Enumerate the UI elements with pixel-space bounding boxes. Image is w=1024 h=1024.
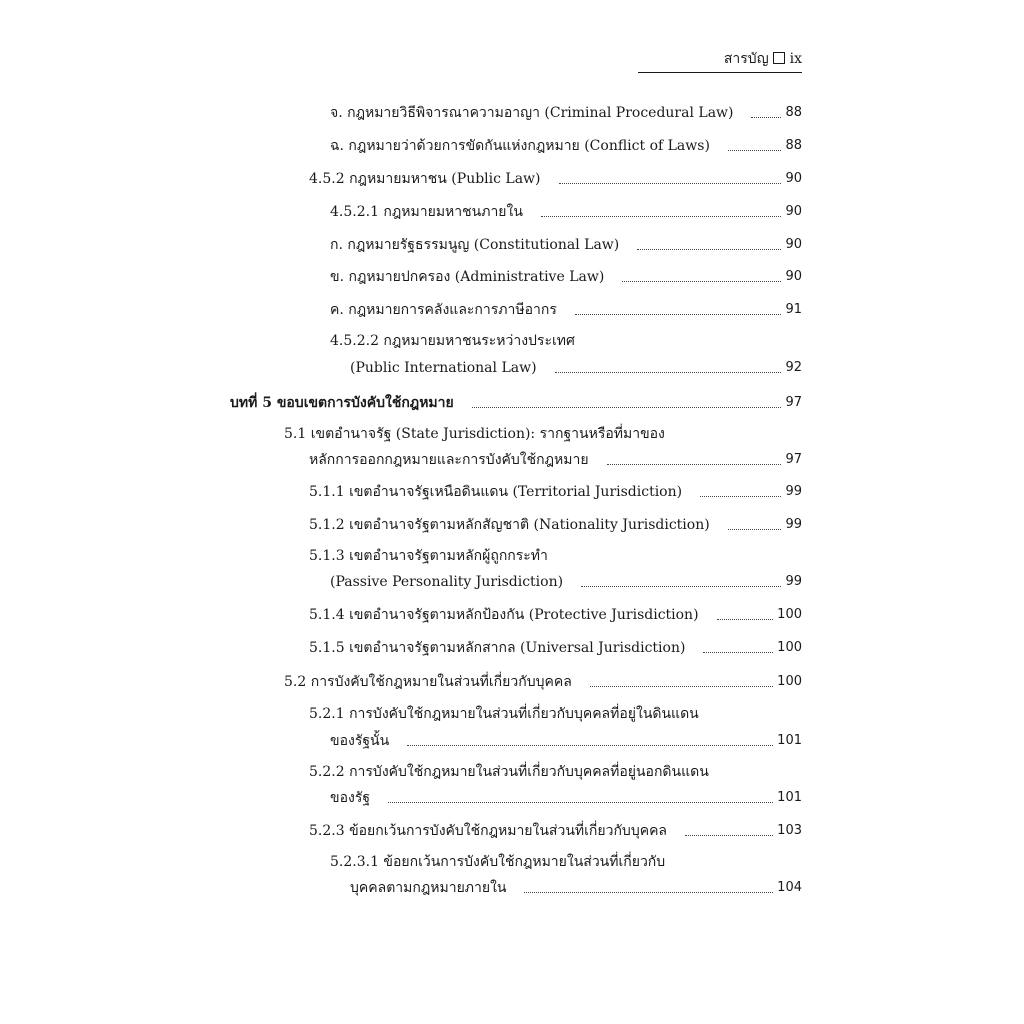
toc-entry-text: 5.2.3.1 ข้อยกเว้นการบังคับใช้กฎหมายในส่วนที่เกี่ยวกับ: [330, 854, 666, 870]
toc-page-number: 92: [785, 360, 802, 375]
toc-page-number: 101: [777, 733, 802, 748]
toc-entry-text: 5.2 การบังคับใช้กฎหมายในส่วนที่เกี่ยวกับบุคคล: [284, 674, 572, 690]
toc-page-number: 91: [785, 302, 802, 317]
toc-page-number: 88: [785, 138, 802, 153]
toc-entry-continuation: หลักการออกกฎหมายและการบังคับใช้กฎหมาย: [309, 452, 589, 468]
toc-entry-text: 5.2.1 การบังคับใช้กฎหมายในส่วนที่เกี่ยวกับบุคคลที่อยู่ในดินแดน: [309, 706, 699, 722]
toc-page-number: 90: [785, 204, 802, 219]
toc-entry[interactable]: [309, 448, 802, 470]
dot-leader: [728, 529, 782, 530]
toc-page-number: 97: [785, 452, 802, 467]
dot-leader: [700, 496, 781, 497]
toc-entry[interactable]: [330, 570, 802, 592]
dot-leader: [388, 802, 773, 803]
toc-page-number: 104: [777, 880, 802, 895]
toc-entry[interactable]: [309, 480, 802, 502]
toc-page-number: 99: [785, 484, 802, 499]
chapter-title: บทที่ 5 ขอบเขตการบังคับใช้กฎหมาย: [230, 395, 454, 411]
toc-page-number: 103: [777, 823, 802, 838]
toc-page-number: 100: [777, 640, 802, 655]
toc-page-number: 99: [785, 574, 802, 589]
toc-entry[interactable]: [350, 876, 802, 898]
dot-leader: [607, 464, 782, 465]
toc-entry[interactable]: [330, 134, 802, 156]
dot-leader: [751, 117, 781, 118]
dot-leader: [472, 407, 782, 408]
toc-entry-text: 5.1.1 เขตอำนาจรัฐเหนือดินแดน (Territorial Jurisdiction): [309, 484, 683, 500]
toc-page-number: 88: [785, 105, 802, 120]
header-title: สารบัญ: [723, 51, 769, 67]
toc-entry-text: 5.2.2 การบังคับใช้กฎหมายในส่วนที่เกี่ยวกับบุคคลที่อยู่นอกดินแดน: [309, 764, 709, 780]
toc-entry[interactable]: [284, 670, 802, 692]
toc-entry-continuation: ของรัฐ: [330, 790, 371, 806]
dot-leader: [717, 619, 774, 620]
toc-entry[interactable]: [350, 356, 802, 378]
toc-entry-text: ข. กฎหมายปกครอง (Administrative Law): [330, 269, 605, 285]
toc-entry-text: ค. กฎหมายการคลังและการภาษีอากร: [330, 302, 557, 318]
chapter-entry[interactable]: [230, 391, 802, 413]
toc-entry[interactable]: [330, 233, 802, 255]
dot-leader: [407, 745, 773, 746]
toc-entry[interactable]: [309, 167, 802, 189]
toc-page-number: 99: [785, 517, 802, 532]
toc-entry[interactable]: [330, 729, 802, 751]
dot-leader: [728, 150, 782, 151]
toc-entry-continuation: (Public International Law): [350, 360, 537, 376]
toc-entry-text: ก. กฎหมายรัฐธรรมนูญ (Constitutional Law): [330, 237, 620, 253]
toc-entry[interactable]: [330, 786, 802, 808]
dot-leader: [622, 281, 781, 282]
toc-page-number: 90: [785, 269, 802, 284]
toc-page-number: 100: [777, 674, 802, 689]
toc-entry-text: 4.5.2 กฎหมายมหาชน (Public Law): [309, 171, 541, 187]
toc-entry-continuation: ของรัฐนั้น: [330, 733, 390, 749]
toc-entry-text: 4.5.2.2 กฎหมายมหาชนระหว่างประเทศ: [330, 333, 575, 349]
dot-leader: [703, 652, 773, 653]
toc-entry-text: 5.1.2 เขตอำนาจรัฐตามหลักสัญชาติ (Nationality Jurisdiction): [309, 517, 710, 533]
dot-leader: [575, 314, 782, 315]
toc-page-number: 100: [777, 607, 802, 622]
toc-page-number: 90: [785, 171, 802, 186]
dot-leader: [590, 686, 773, 687]
toc-entry[interactable]: [330, 101, 802, 123]
toc-entry[interactable]: [330, 265, 802, 287]
toc-entry[interactable]: [330, 200, 802, 222]
header-page-number: ix: [789, 51, 802, 67]
toc-entry-text: 5.1.5 เขตอำนาจรัฐตามหลักสากล (Universal Jurisdiction): [309, 640, 686, 656]
toc-entry[interactable]: [309, 636, 802, 658]
toc-entry[interactable]: [309, 513, 802, 535]
toc-page-number: 97: [785, 395, 802, 410]
toc-entry-text: จ. กฎหมายวิธีพิจารณาความอาญา (Criminal Procedural Law): [330, 105, 734, 121]
toc-entry[interactable]: [309, 603, 802, 625]
dot-leader: [685, 835, 773, 836]
toc-entry[interactable]: [309, 819, 802, 841]
toc-entry-text: ฉ. กฎหมายว่าด้วยการขัดกันแห่งกฎหมาย (Conflict of Laws): [330, 138, 710, 154]
toc-page-number: 101: [777, 790, 802, 805]
dot-leader: [555, 372, 782, 373]
toc-entry-text: 5.2.3 ข้อยกเว้นการบังคับใช้กฎหมายในส่วนที่เกี่ยวกับบุคคล: [309, 823, 668, 839]
dot-leader: [541, 216, 782, 217]
dot-leader: [637, 249, 781, 250]
toc-entry-text: 5.1.4 เขตอำนาจรัฐตามหลักป้องกัน (Protective Jurisdiction): [309, 607, 699, 623]
dot-leader: [524, 892, 773, 893]
toc-entry[interactable]: [330, 298, 802, 320]
dot-leader: [581, 586, 781, 587]
toc-entry-continuation: บุคคลตามกฎหมายภายใน: [350, 880, 507, 896]
toc-page-number: 90: [785, 237, 802, 252]
dot-leader: [559, 183, 782, 184]
toc-entry-continuation: (Passive Personality Jurisdiction): [330, 574, 564, 590]
toc-entry-text: 4.5.2.1 กฎหมายมหาชนภายใน: [330, 204, 523, 220]
toc-entry-text: 5.1.3 เขตอำนาจรัฐตามหลักผู้ถูกกระทำ: [309, 548, 548, 564]
toc-entry-text: 5.1 เขตอำนาจรัฐ (State Jurisdiction): รากฐานหรือที่มาของ: [284, 426, 665, 442]
